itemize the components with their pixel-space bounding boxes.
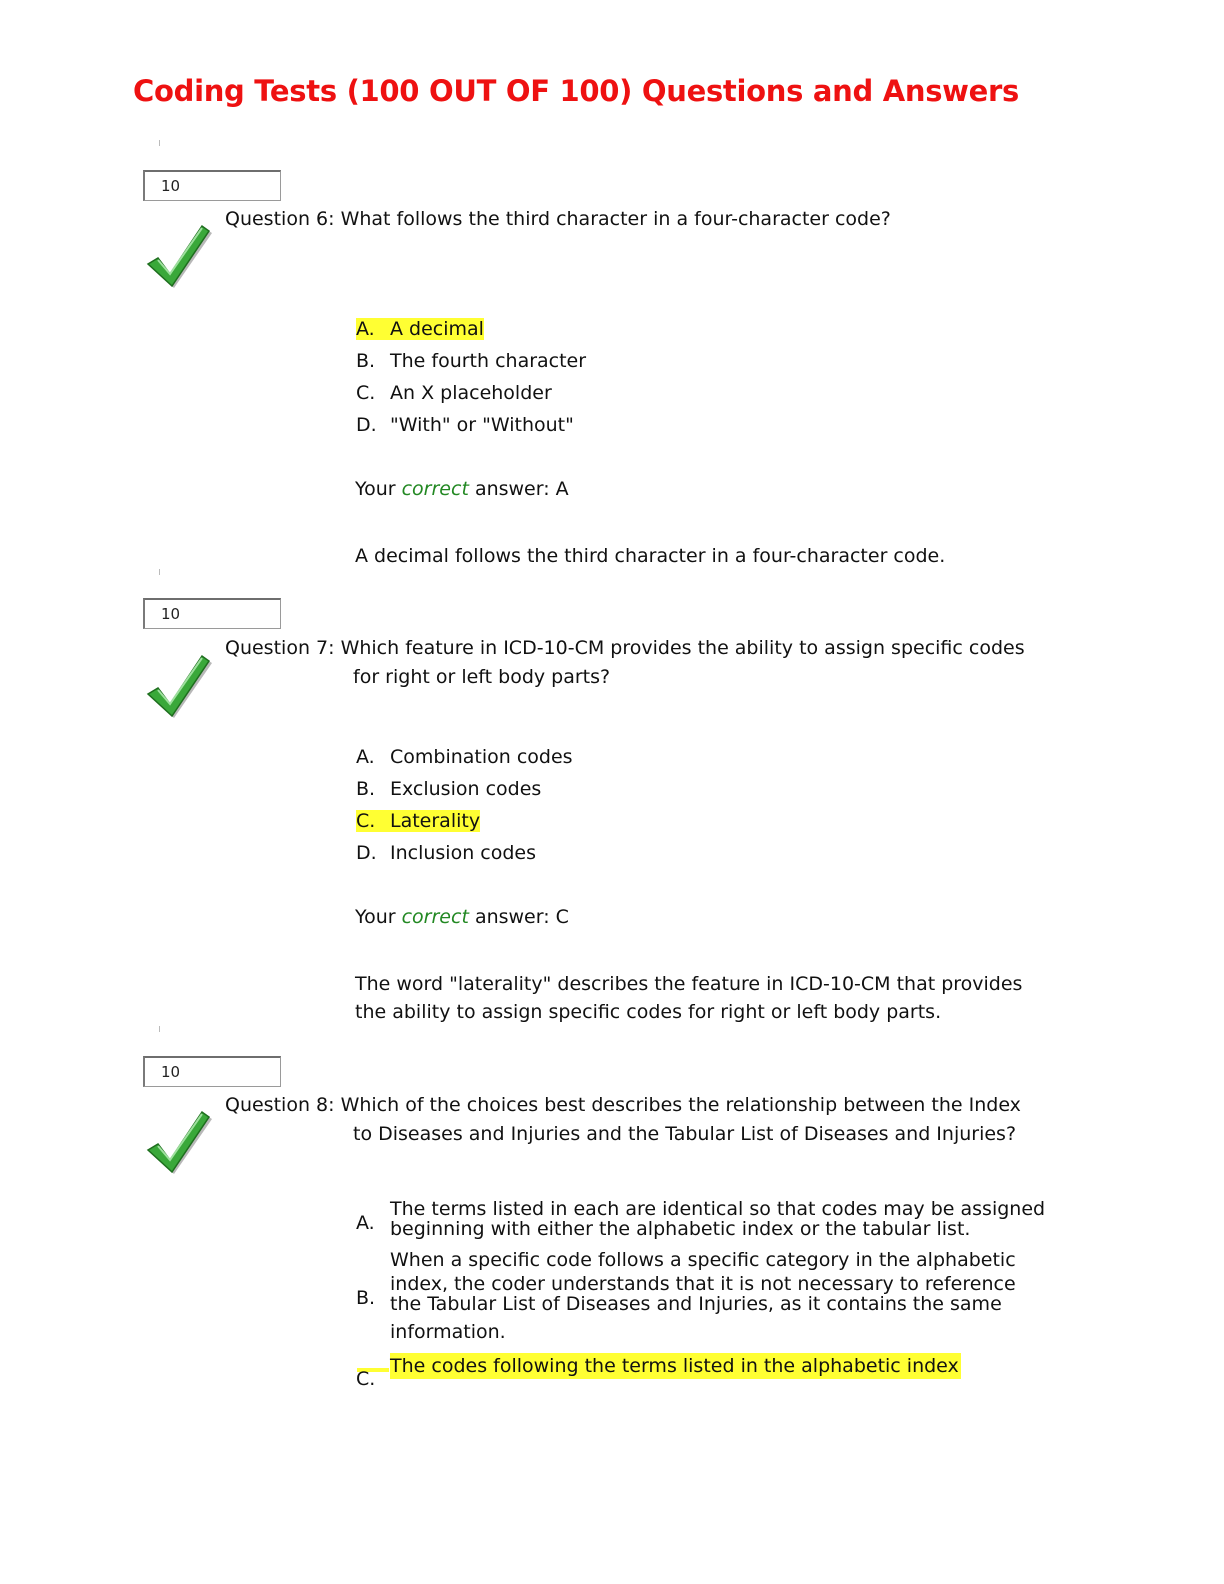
question-body-line2: to Diseases and Injuries and the Tabular List of Diseases and Injuries? bbox=[353, 1123, 1017, 1145]
answer-prefix: Your bbox=[355, 478, 396, 500]
answer-line bbox=[355, 478, 569, 500]
question-text bbox=[225, 205, 1055, 234]
option-letter: D. bbox=[356, 842, 377, 864]
question-body-line1: Which of the choices best describes the relationship between the Index bbox=[340, 1094, 1021, 1116]
option-text: The fourth character bbox=[390, 350, 587, 372]
option-a[interactable] bbox=[356, 315, 484, 343]
option-text-line4: information. bbox=[390, 1321, 506, 1343]
divider-tick bbox=[159, 140, 160, 146]
option-text-line1: The codes following the terms listed in the alphabetic index bbox=[390, 1355, 959, 1377]
question-body: What follows the third character in a four-character code? bbox=[340, 208, 891, 230]
answer-prefix: Your bbox=[355, 906, 396, 928]
option-letter: C. bbox=[356, 810, 376, 832]
option-d[interactable] bbox=[356, 839, 536, 867]
option-letter: A. bbox=[356, 746, 375, 768]
divider-tick bbox=[159, 1026, 160, 1032]
question-label: Question 8: bbox=[225, 1094, 335, 1116]
explanation: A decimal follows the third character in a four-character code. bbox=[355, 545, 946, 567]
option-letter: A. bbox=[356, 1212, 375, 1234]
option-letter: B. bbox=[356, 350, 376, 372]
option-text: Exclusion codes bbox=[390, 778, 542, 800]
option-c[interactable] bbox=[356, 807, 480, 835]
score-field[interactable]: 10 bbox=[143, 1056, 281, 1087]
question-text bbox=[225, 1091, 1055, 1149]
option-text: Inclusion codes bbox=[390, 842, 537, 864]
option-text-line2: index, the coder understands that it is not necessary to reference bbox=[390, 1273, 1016, 1295]
correct-word: correct bbox=[401, 906, 469, 928]
option-text-line1: The terms listed in each are identical so that codes may be assigned bbox=[390, 1198, 1046, 1220]
question-body-line1: Which feature in ICD-10-CM provides the ability to assign specific codes bbox=[340, 637, 1025, 659]
option-text-line2: beginning with either the alphabetic index or the tabular list. bbox=[390, 1218, 971, 1240]
question-text bbox=[225, 634, 1055, 692]
option-a[interactable] bbox=[356, 743, 573, 771]
option-letter: A. bbox=[356, 318, 375, 340]
option-b[interactable] bbox=[390, 1250, 1050, 1342]
score-field[interactable]: 10 bbox=[143, 170, 281, 201]
green-checkmark-icon bbox=[146, 654, 216, 720]
answer-suffix: answer: A bbox=[474, 478, 569, 500]
option-letter: C. bbox=[356, 1368, 376, 1390]
option-text: A decimal bbox=[390, 318, 484, 340]
option-text: An X placeholder bbox=[390, 382, 552, 404]
highlighted-option bbox=[356, 810, 480, 832]
option-c[interactable] bbox=[356, 379, 552, 407]
correct-word: correct bbox=[401, 478, 469, 500]
divider-tick bbox=[159, 569, 160, 575]
question-label: Question 6: bbox=[225, 208, 335, 230]
green-checkmark-icon bbox=[146, 1110, 216, 1176]
score-field[interactable]: 10 bbox=[143, 598, 281, 629]
explanation-line2: the ability to assign specific codes for right or left body parts. bbox=[355, 1001, 942, 1023]
option-text: "With" or "Without" bbox=[390, 414, 574, 436]
explanation bbox=[355, 970, 1055, 1026]
option-a[interactable] bbox=[390, 1199, 1050, 1239]
option-b[interactable] bbox=[356, 775, 541, 803]
option-text: Laterality bbox=[390, 810, 481, 832]
question-label: Question 7: bbox=[225, 637, 335, 659]
answer-suffix: answer: C bbox=[474, 906, 569, 928]
option-d[interactable] bbox=[356, 411, 574, 439]
highlighted-option bbox=[356, 318, 484, 340]
option-text-line3: the Tabular List of Diseases and Injuries, as it contains the same bbox=[390, 1293, 1002, 1315]
option-text-line1: When a specific code follows a specific category in the alphabetic bbox=[390, 1249, 1016, 1271]
option-c[interactable] bbox=[390, 1353, 961, 1379]
option-letter: C. bbox=[356, 382, 376, 404]
explanation-line1: The word "laterality" describes the feature in ICD-10-CM that provides bbox=[355, 973, 1023, 995]
option-letter: B. bbox=[356, 1287, 376, 1309]
option-letter: D. bbox=[356, 414, 377, 436]
option-text: Combination codes bbox=[390, 746, 573, 768]
green-checkmark-icon bbox=[146, 224, 216, 290]
answer-line bbox=[355, 906, 569, 928]
option-b[interactable] bbox=[356, 347, 586, 375]
question-body-line2: for right or left body parts? bbox=[353, 666, 611, 688]
option-letter: B. bbox=[356, 778, 376, 800]
page-title: Coding Tests (100 OUT OF 100) Questions and Answers bbox=[133, 74, 1019, 108]
